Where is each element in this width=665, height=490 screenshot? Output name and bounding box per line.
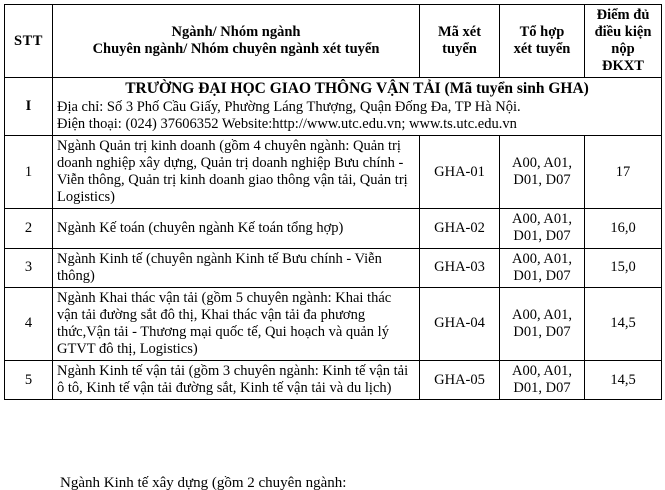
column-header-diem-line2: điều kiện: [594, 24, 652, 41]
table-row: [5, 287, 662, 360]
row-code: GHA-03: [420, 248, 500, 287]
row-subject-combination-line2: D01, D07: [513, 172, 571, 189]
table-body: [5, 78, 662, 400]
row-major: Ngành Kinh tế (chuyên ngành Kinh tế Bưu chính - Viễn thông): [53, 248, 420, 287]
school-name: TRƯỜNG ĐẠI HỌC GIAO THÔNG VẬN TẢI (Mã tuyển sinh GHA): [125, 80, 589, 98]
row-score: 14,5: [585, 287, 662, 360]
row-subject-combination-line1: A00, A01,: [511, 363, 573, 380]
row-code: GHA-02: [420, 209, 500, 248]
column-header-ma: [420, 5, 500, 78]
row-subject-combination: [500, 209, 585, 248]
row-subject-combination-line2: D01, D07: [513, 267, 571, 284]
partial-next-row-text: Ngành Kinh tế xây dựng (gồm 2 chuyên ngành:: [60, 475, 347, 490]
column-header-diem: [585, 5, 662, 78]
admissions-table: [4, 4, 662, 400]
row-subject-combination-line2: D01, D07: [513, 324, 571, 341]
row-index: 3: [5, 248, 53, 287]
school-address: Địa chỉ: Số 3 Phố Cầu Giấy, Phường Láng Thượng, Quận Đống Đa, TP Hà Nội.: [57, 98, 521, 115]
row-score: 15,0: [585, 248, 662, 287]
school-row: [5, 78, 662, 136]
row-subject-combination-line1: A00, A01,: [511, 155, 573, 172]
document-page: [0, 4, 665, 490]
partial-next-row: [4, 474, 661, 490]
column-header-ma-line2: tuyển: [442, 41, 477, 58]
row-major: Ngành Kinh tế vận tải (gồm 3 chuyên ngành: Kinh tế vận tải ô tô, Kinh tế vận tải đường sắt, Kinh tế vận tải và du lịch): [53, 361, 420, 400]
row-code: GHA-05: [420, 361, 500, 400]
column-header-tohop-line2: xét tuyển: [513, 41, 571, 58]
column-header-nganh-line2: Chuyên ngành/ Nhóm chuyên ngành xét tuyển: [92, 41, 380, 58]
row-index: 2: [5, 209, 53, 248]
column-header-tohop-line1: Tổ hợp: [519, 24, 565, 41]
row-subject-combination-line2: D01, D07: [513, 228, 571, 245]
column-header-tohop: [500, 5, 585, 78]
row-score: 16,0: [585, 209, 662, 248]
header-row: [5, 5, 662, 78]
column-header-diem-line1: Điểm đủ: [596, 7, 650, 23]
table-row: [5, 135, 662, 208]
row-subject-combination: [500, 361, 585, 400]
row-subject-combination: [500, 135, 585, 208]
row-index: 5: [5, 361, 53, 400]
column-header-diem-line3: nộp: [611, 41, 635, 58]
row-subject-combination-line2: D01, D07: [513, 380, 571, 397]
row-subject-combination-line1: A00, A01,: [511, 250, 573, 267]
school-info-cell: [53, 78, 662, 136]
column-header-nganh: [53, 5, 420, 78]
row-subject-combination-line1: A00, A01,: [511, 306, 573, 323]
table-row: [5, 361, 662, 400]
column-header-nganh-line1: Ngành/ Nhóm ngành: [171, 24, 301, 41]
row-code: GHA-04: [420, 287, 500, 360]
column-header-stt: STT: [5, 5, 53, 78]
row-score: 14,5: [585, 361, 662, 400]
table-header: [5, 5, 662, 78]
row-subject-combination: [500, 287, 585, 360]
row-score: 17: [585, 135, 662, 208]
row-subject-combination: [500, 248, 585, 287]
school-contact: Điện thoại: (024) 37606352 Website:http://www.utc.edu.vn; www.ts.utc.edu.vn: [57, 115, 517, 132]
row-major: Ngành Quản trị kinh doanh (gồm 4 chuyên ngành: Quản trị doanh nghiệp xây dựng, Quản trị doanh nghiệp Bưu chính - Viễn thông, Quản trị kinh doanh giao thông vận tải, Quản trị Logistics): [53, 135, 420, 208]
row-major: Ngành Khai thác vận tải (gồm 5 chuyên ngành: Khai thác vận tải đường sắt đô thị, Khai thác vận tải đa phương thức,Vận tải - Thương mại quốc tế, Qui hoạch và quản lý GTVT đô thị, Logistics): [53, 287, 420, 360]
column-header-diem-line4: ĐKXT: [602, 58, 644, 75]
column-header-ma-line1: Mã xét: [437, 24, 482, 41]
school-row-index: I: [5, 78, 53, 136]
row-code: GHA-01: [420, 135, 500, 208]
table-row: [5, 209, 662, 248]
row-index: 1: [5, 135, 53, 208]
table-row: [5, 248, 662, 287]
row-subject-combination-line1: A00, A01,: [511, 211, 573, 228]
row-major: Ngành Kế toán (chuyên ngành Kế toán tổng hợp): [53, 209, 420, 248]
row-index: 4: [5, 287, 53, 360]
